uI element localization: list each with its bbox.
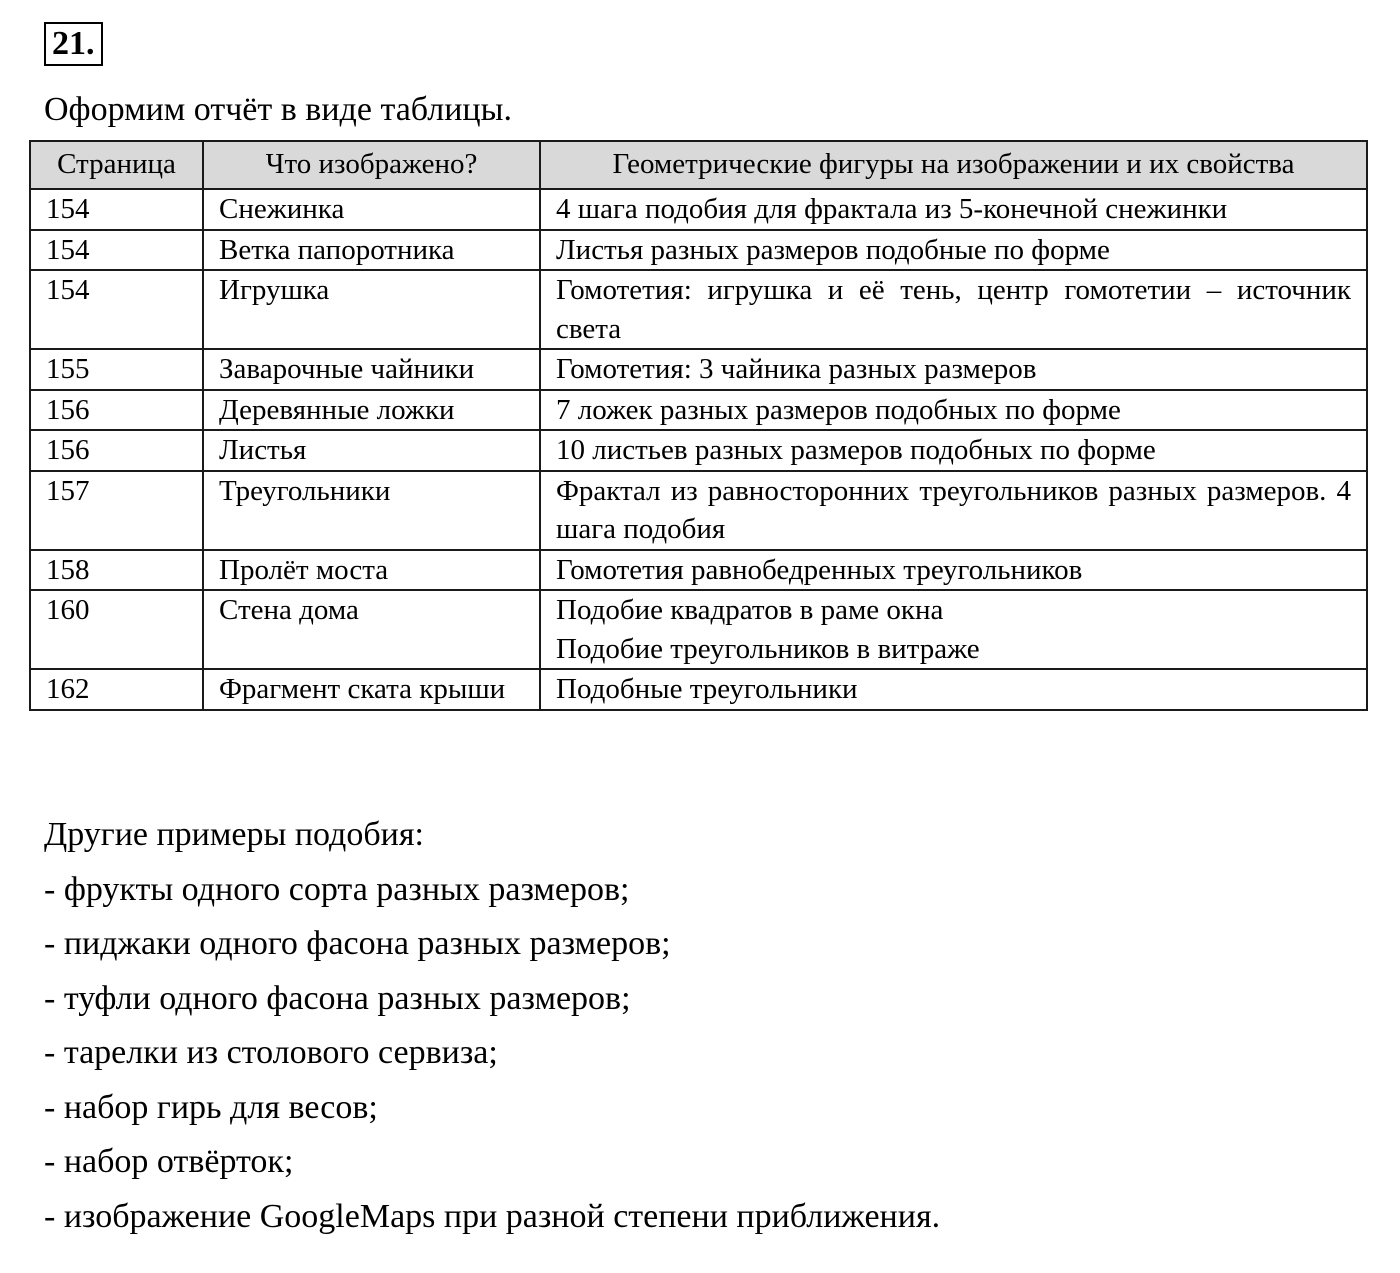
cell-subject: Фрагмент ската крыши	[203, 669, 540, 710]
cell-page: 154	[30, 230, 203, 271]
table-row	[30, 590, 1367, 669]
other-example-item: - набор гирь для весов;	[44, 1088, 378, 1126]
other-example-item: - набор отвёрток;	[44, 1143, 294, 1180]
cell-subject: Листья	[203, 430, 540, 471]
cell-subject: Стена дома	[203, 590, 540, 669]
other-examples-list	[44, 863, 940, 1245]
cell-subject: Ветка папоротника	[203, 230, 540, 271]
report-table	[29, 140, 1368, 711]
cell-page: 154	[30, 270, 203, 349]
other-example-item: - тарелки из столового сервиза;	[44, 1034, 498, 1071]
table-row	[30, 550, 1367, 591]
cell-subject: Игрушка	[203, 270, 540, 349]
cell-figures-line: Подобие квадратов в раме окна	[556, 594, 944, 626]
cell-page: 154	[30, 189, 203, 230]
cell-figures	[540, 390, 1367, 431]
cell-subject: Снежинка	[203, 189, 540, 230]
cell-subject: Пролёт моста	[203, 550, 540, 591]
cell-figures	[540, 550, 1367, 591]
cell-figures-line: 4 шага подобия для фрактала из 5-конечной снежинки	[556, 193, 1228, 225]
other-example-item: - туфли одного фасона разных размеров;	[44, 979, 631, 1017]
cell-figures-line: 10 листьев разных размеров подобных по форме	[556, 434, 1156, 466]
cell-figures-line: Гомотетия равнобедренных треугольников	[556, 553, 1083, 586]
header-page: Страница	[30, 141, 203, 189]
cell-page: 158	[30, 550, 203, 591]
cell-subject: Деревянные ложки	[203, 390, 540, 431]
table-header-row	[30, 141, 1367, 189]
header-subject: Что изображено?	[203, 141, 540, 189]
cell-subject: Треугольники	[203, 471, 540, 550]
other-examples	[44, 808, 940, 1244]
table-row	[30, 390, 1367, 431]
cell-figures-line: Подобие треугольников в витраже	[556, 632, 980, 665]
table-body	[30, 189, 1367, 710]
cell-figures	[540, 430, 1367, 471]
table-row	[30, 230, 1367, 271]
table-row	[30, 471, 1367, 550]
other-example-item: - изображение GoogleMaps при разной степени приближения.	[44, 1197, 941, 1235]
cell-subject: Заварочные чайники	[203, 349, 540, 390]
table-row	[30, 430, 1367, 471]
cell-page: 155	[30, 349, 203, 390]
other-example-item: - пиджаки одного фасона разных размеров;	[44, 925, 671, 962]
cell-figures	[540, 230, 1367, 271]
cell-figures	[540, 471, 1367, 550]
cell-figures-line: Фрактал из равносторонних треугольников разных размеров. 4 шага подобия	[556, 474, 1351, 545]
cell-page: 156	[30, 430, 203, 471]
cell-figures	[540, 270, 1367, 349]
table-row	[30, 270, 1367, 349]
cell-figures-line: 7 ложек разных размеров подобных по форме	[556, 393, 1121, 426]
cell-page: 162	[30, 669, 203, 710]
cell-figures	[540, 189, 1367, 230]
table-row	[30, 189, 1367, 230]
other-example-item: - фрукты одного сорта разных размеров;	[44, 870, 630, 908]
other-examples-heading: Другие примеры подобия:	[44, 816, 424, 853]
cell-figures-line: Гомотетия: игрушка и её тень, центр гомотетии – источник света	[556, 274, 1351, 345]
cell-figures-line: Листья разных размеров подобные по форме	[556, 233, 1110, 266]
cell-figures	[540, 669, 1367, 710]
table-row	[30, 349, 1367, 390]
intro-text: Оформим отчёт в виде таблицы.	[44, 91, 512, 128]
cell-figures	[540, 590, 1367, 669]
header-figures: Геометрические фигуры на изображении и их свойства	[540, 141, 1367, 189]
cell-figures-line: Подобные треугольники	[556, 673, 858, 705]
cell-figures-line: Гомотетия: 3 чайника разных размеров	[556, 353, 1037, 385]
cell-page: 156	[30, 390, 203, 431]
cell-figures	[540, 349, 1367, 390]
table-row	[30, 669, 1367, 710]
cell-page: 157	[30, 471, 203, 550]
cell-page: 160	[30, 590, 203, 669]
task-number: 21.	[44, 22, 103, 66]
